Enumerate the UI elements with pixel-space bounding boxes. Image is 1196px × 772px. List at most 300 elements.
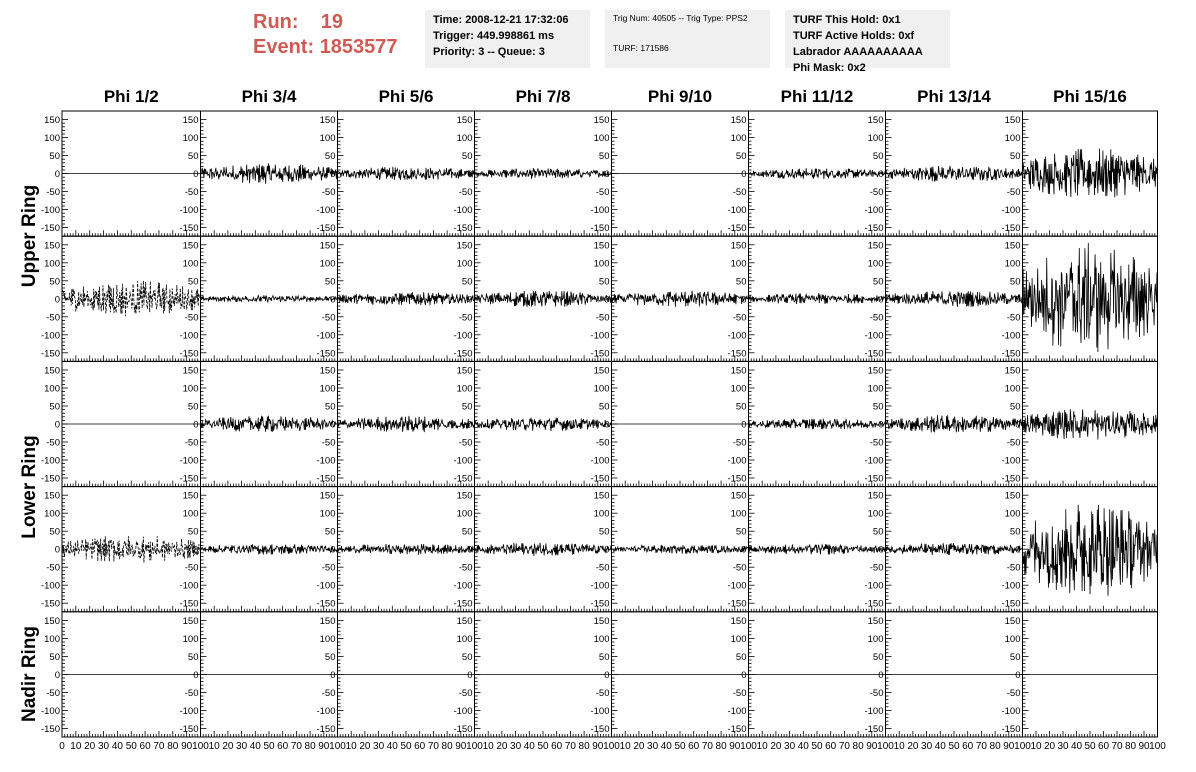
y-tick-label: -100 <box>727 580 747 592</box>
waveform-trace <box>475 418 612 431</box>
y-tick-label: -150 <box>1001 473 1021 485</box>
y-tick-label: -150 <box>590 223 610 235</box>
y-tick-label: 100 <box>867 133 884 145</box>
x-tick-label: 30 <box>510 741 522 752</box>
x-tick-label: 30 <box>647 741 659 752</box>
x-tick-label: 50 <box>400 741 412 752</box>
y-tick-label: -150 <box>453 473 473 485</box>
x-tick-label: 40 <box>111 741 123 752</box>
y-tick-label: -50 <box>1006 187 1021 199</box>
y-tick-label: 150 <box>867 490 884 502</box>
panel-r4-c7 <box>864 487 1022 612</box>
x-tick-label: 50 <box>1084 741 1096 752</box>
y-tick-label: -100 <box>590 455 610 467</box>
y-tick-label: 100 <box>593 633 610 645</box>
y-tick-label: 50 <box>324 151 336 163</box>
y-tick-label: -100 <box>1001 580 1021 592</box>
y-tick-label: -50 <box>184 187 199 199</box>
x-tick-label: 50 <box>948 741 960 752</box>
y-tick-label: 150 <box>730 365 747 377</box>
y-tick-label: -150 <box>727 473 747 485</box>
x-tick-label: 30 <box>784 741 796 752</box>
waveform-trace <box>749 419 886 430</box>
y-tick-label: -100 <box>453 580 473 592</box>
y-tick-label: 150 <box>319 365 336 377</box>
y-tick-label: 50 <box>49 651 60 663</box>
y-tick-label: 0 <box>467 294 473 306</box>
panel-r1-c2 <box>179 111 337 236</box>
y-tick-label: 100 <box>1004 133 1021 145</box>
y-tick-label: 100 <box>1004 633 1021 645</box>
x-tick-label: 20 <box>770 741 782 752</box>
panel-r1-c3 <box>316 111 474 236</box>
y-tick-label: -100 <box>864 205 884 217</box>
x-tick-label: 10 <box>893 741 905 752</box>
y-tick-label: 0 <box>467 544 473 556</box>
y-tick-label: -100 <box>316 455 336 467</box>
y-tick-label: -50 <box>869 437 884 449</box>
y-tick-label: 0 <box>193 544 199 556</box>
panel-r1-c8 <box>1001 111 1157 236</box>
y-tick-label: -150 <box>453 598 473 610</box>
phi-label-2: Phi 3/4 <box>241 87 297 106</box>
y-tick-label: 0 <box>878 544 884 556</box>
panel-r4-c8 <box>1001 487 1157 612</box>
y-tick-label: 150 <box>182 115 199 127</box>
x-tick-label: 90 <box>866 741 878 752</box>
y-tick-label: -100 <box>590 705 610 717</box>
y-tick-label: 100 <box>44 133 60 145</box>
y-tick-label: 150 <box>730 240 747 252</box>
x-tick-label: 80 <box>852 741 864 752</box>
y-tick-label: 50 <box>187 526 199 538</box>
x-tick-label: 20 <box>359 741 371 752</box>
y-tick-label: 150 <box>456 240 473 252</box>
x-tick-label: 100 <box>877 741 894 752</box>
y-tick-label: -150 <box>1001 223 1021 235</box>
x-tick-label: 20 <box>222 741 234 752</box>
y-tick-label: 0 <box>604 669 610 681</box>
panel-r4-c5 <box>590 487 748 612</box>
phi-label-3: Phi 5/6 <box>378 87 434 106</box>
panel-r3-c7 <box>864 361 1022 486</box>
y-tick-label: -50 <box>732 187 747 199</box>
x-tick-label: 50 <box>263 741 275 752</box>
y-tick-label: 150 <box>456 115 473 127</box>
y-tick-label: -150 <box>453 223 473 235</box>
y-tick-label: 0 <box>741 419 747 431</box>
y-tick-label: -50 <box>321 187 336 199</box>
y-tick-label: -150 <box>453 723 473 735</box>
x-tick-label: 50 <box>811 741 823 752</box>
panel-r1-c5 <box>590 111 748 236</box>
x-tick-label: 70 <box>290 741 302 752</box>
phi-label-7: Phi 13/14 <box>917 87 991 106</box>
y-tick-label: 100 <box>182 508 199 520</box>
event-label: Event: <box>253 36 315 58</box>
phi-label-5: Phi 9/10 <box>647 87 713 106</box>
y-tick-label: -150 <box>727 723 747 735</box>
y-tick-label: 150 <box>867 240 884 252</box>
y-tick-label: 100 <box>456 258 473 270</box>
waveform-trace <box>749 544 886 554</box>
y-tick-label: 100 <box>1004 508 1021 520</box>
y-tick-label: -50 <box>321 312 336 324</box>
x-tick-label: 30 <box>236 741 248 752</box>
x-tick-label: 40 <box>386 741 398 752</box>
waveform-trace <box>475 291 612 307</box>
labrador-line: Labrador AAAAAAAAAA <box>793 46 923 58</box>
panel-r2-c3 <box>316 236 474 361</box>
y-tick-label: 0 <box>193 669 199 681</box>
priority-line: Priority: 3 -- Queue: 3 <box>433 46 545 58</box>
phi-label-1: Phi 1/2 <box>103 87 159 106</box>
y-tick-label: 150 <box>1004 615 1021 627</box>
x-tick-label: 10 <box>70 741 82 752</box>
active-holds-line: TURF Active Holds: 0xf <box>793 30 915 42</box>
y-tick-label: -100 <box>40 205 60 217</box>
y-tick-label: -50 <box>46 562 60 574</box>
waveform-trace <box>201 295 338 302</box>
y-tick-label: 0 <box>878 294 884 306</box>
y-tick-label: -50 <box>595 187 610 199</box>
panel-r3-c5 <box>590 361 748 486</box>
x-tick-label: 10 <box>756 741 768 752</box>
phi-label-6: Phi 11/12 <box>780 87 854 106</box>
waveform-trace <box>1023 149 1158 198</box>
y-tick-label: -50 <box>184 437 199 449</box>
y-tick-label: -100 <box>453 705 473 717</box>
panel-r1-c7 <box>864 111 1022 236</box>
x-tick-label: 70 <box>975 741 987 752</box>
y-tick-label: 0 <box>330 669 336 681</box>
waveform-trace <box>201 544 338 554</box>
phi-mask-line: Phi Mask: 0x2 <box>793 62 866 74</box>
waveform-trace <box>338 167 475 180</box>
y-tick-label: -150 <box>40 723 60 735</box>
y-tick-label: -50 <box>1006 437 1021 449</box>
y-tick-label: 100 <box>44 508 60 520</box>
y-tick-label: -50 <box>46 437 60 449</box>
y-tick-label: 50 <box>1009 401 1021 413</box>
y-tick-label: 150 <box>730 490 747 502</box>
y-tick-label: 100 <box>319 133 336 145</box>
y-tick-label: -150 <box>727 348 747 360</box>
y-tick-label: -150 <box>590 473 610 485</box>
y-tick-label: 0 <box>54 544 60 556</box>
x-tick-label: 90 <box>1003 741 1015 752</box>
phi-label-4: Phi 7/8 <box>515 87 571 106</box>
waveform-trace <box>338 416 475 432</box>
y-tick-label: 150 <box>1004 490 1021 502</box>
y-tick-label: -100 <box>316 580 336 592</box>
y-tick-label: -100 <box>179 580 199 592</box>
y-tick-label: 0 <box>54 419 60 431</box>
y-tick-label: -150 <box>179 348 199 360</box>
y-tick-label: 100 <box>456 133 473 145</box>
y-tick-label: -50 <box>732 562 747 574</box>
waveform-trace <box>475 543 612 556</box>
y-tick-label: -150 <box>727 598 747 610</box>
y-tick-label: -150 <box>864 598 884 610</box>
y-tick-label: 0 <box>467 669 473 681</box>
y-tick-label: 0 <box>1015 419 1021 431</box>
y-tick-label: 50 <box>598 276 610 288</box>
x-tick-label: 100 <box>1149 741 1166 752</box>
y-tick-label: 0 <box>878 169 884 181</box>
y-tick-label: 100 <box>867 258 884 270</box>
y-tick-label: 50 <box>324 526 336 538</box>
y-tick-label: 50 <box>187 651 199 663</box>
y-tick-label: -50 <box>458 187 473 199</box>
x-tick-label: 20 <box>496 741 508 752</box>
x-tick-label: 100 <box>192 741 209 752</box>
y-tick-label: -100 <box>40 705 60 717</box>
waveform-trace <box>1023 409 1158 439</box>
y-tick-label: 0 <box>604 544 610 556</box>
y-tick-label: 150 <box>44 490 60 502</box>
y-tick-label: 150 <box>319 615 336 627</box>
y-tick-label: -50 <box>869 187 884 199</box>
y-tick-label: 150 <box>319 115 336 127</box>
y-tick-label: -50 <box>732 687 747 699</box>
y-tick-label: -100 <box>727 330 747 342</box>
y-tick-label: 50 <box>872 651 884 663</box>
y-tick-label: -50 <box>184 562 199 574</box>
y-tick-label: -150 <box>316 723 336 735</box>
y-tick-label: 150 <box>182 365 199 377</box>
y-tick-label: 50 <box>1009 276 1021 288</box>
waveform-trace <box>886 543 1023 555</box>
y-tick-label: -100 <box>727 705 747 717</box>
x-tick-label: 90 <box>318 741 330 752</box>
y-tick-label: 150 <box>319 490 336 502</box>
x-tick-label: 60 <box>414 741 426 752</box>
y-tick-label: -50 <box>458 562 473 574</box>
x-tick-label: 60 <box>825 741 837 752</box>
y-tick-label: 0 <box>193 169 199 181</box>
y-tick-label: 150 <box>593 365 610 377</box>
y-tick-label: 50 <box>598 526 610 538</box>
y-tick-label: 100 <box>593 133 610 145</box>
y-tick-label: 150 <box>456 490 473 502</box>
y-tick-label: 0 <box>1015 669 1021 681</box>
waveform-trace <box>62 281 201 317</box>
y-tick-label: -150 <box>316 348 336 360</box>
y-tick-label: 50 <box>461 526 473 538</box>
y-tick-label: -100 <box>727 455 747 467</box>
y-tick-label: 100 <box>182 133 199 145</box>
run-label: Run: <box>253 11 299 33</box>
x-tick-label: 30 <box>921 741 933 752</box>
y-tick-label: -50 <box>595 312 610 324</box>
x-tick-label: 100 <box>1014 741 1031 752</box>
y-tick-label: -100 <box>1001 205 1021 217</box>
y-tick-label: -150 <box>590 723 610 735</box>
x-tick-label: 40 <box>1070 741 1083 752</box>
x-tick-label: 80 <box>715 741 727 752</box>
y-tick-label: 100 <box>730 133 747 145</box>
x-tick-label: 80 <box>578 741 590 752</box>
y-tick-label: -150 <box>453 348 473 360</box>
y-tick-label: 150 <box>1004 240 1021 252</box>
waveform-trace <box>338 544 475 555</box>
y-tick-label: -150 <box>727 223 747 235</box>
y-tick-label: -150 <box>179 723 199 735</box>
x-tick-label: 70 <box>838 741 850 752</box>
y-tick-label: -100 <box>179 705 199 717</box>
y-tick-label: 0 <box>604 169 610 181</box>
x-tick-label: 40 <box>249 741 261 752</box>
y-tick-label: 150 <box>1004 365 1021 377</box>
x-tick-label: 80 <box>167 741 179 752</box>
y-tick-label: -50 <box>595 687 610 699</box>
x-tick-label: 60 <box>962 741 974 752</box>
x-tick-label: 0 <box>59 741 65 752</box>
panel-r2-c8 <box>1001 236 1157 361</box>
x-tick-label: 10 <box>1030 741 1042 752</box>
y-tick-label: 50 <box>1009 651 1021 663</box>
panel-r4-c4 <box>453 487 611 612</box>
y-tick-label: 150 <box>182 615 199 627</box>
x-tick-label: 70 <box>427 741 439 752</box>
y-tick-label: 50 <box>49 151 60 163</box>
y-tick-label: -150 <box>864 348 884 360</box>
panel-r4-c3 <box>316 487 474 612</box>
y-tick-label: 50 <box>735 651 747 663</box>
x-tick-label: 90 <box>592 741 604 752</box>
y-tick-label: -100 <box>453 455 473 467</box>
y-tick-label: -50 <box>1006 687 1021 699</box>
y-tick-label: -100 <box>179 455 199 467</box>
x-tick-label: 100 <box>740 741 757 752</box>
y-tick-label: 150 <box>867 365 884 377</box>
y-tick-label: -50 <box>458 312 473 324</box>
y-tick-label: -50 <box>1006 562 1021 574</box>
y-tick-label: 0 <box>54 294 60 306</box>
y-tick-label: 150 <box>593 615 610 627</box>
y-tick-label: 100 <box>1004 383 1021 395</box>
y-tick-label: -100 <box>316 205 336 217</box>
y-tick-label: -150 <box>316 473 336 485</box>
y-tick-label: -50 <box>46 187 60 199</box>
ring-label-1: Upper Ring <box>19 184 40 288</box>
x-tick-label: 90 <box>729 741 741 752</box>
y-tick-label: 150 <box>730 615 747 627</box>
waveform-trace <box>201 416 338 432</box>
y-tick-label: 150 <box>319 240 336 252</box>
y-tick-label: -50 <box>595 437 610 449</box>
y-tick-label: -100 <box>453 330 473 342</box>
y-tick-label: 100 <box>319 508 336 520</box>
x-tick-label: 100 <box>329 741 346 752</box>
y-tick-label: 0 <box>330 544 336 556</box>
x-tick-label: 50 <box>674 741 686 752</box>
y-tick-label: 50 <box>872 401 884 413</box>
y-tick-label: 50 <box>1009 526 1021 538</box>
y-tick-label: -100 <box>316 330 336 342</box>
y-tick-label: 100 <box>456 508 473 520</box>
y-tick-label: 50 <box>735 151 747 163</box>
y-tick-label: -50 <box>732 437 747 449</box>
y-tick-label: -100 <box>453 205 473 217</box>
y-tick-label: 50 <box>735 526 747 538</box>
x-tick-label: 50 <box>537 741 549 752</box>
x-tick-label: 70 <box>153 741 165 752</box>
ring-label-3: Nadir Ring <box>19 626 40 723</box>
y-tick-label: 50 <box>598 651 610 663</box>
y-tick-label: 0 <box>741 294 747 306</box>
y-tick-label: -100 <box>1001 455 1021 467</box>
y-tick-label: 100 <box>593 383 610 395</box>
panel-r4-c6 <box>727 487 885 612</box>
y-tick-label: -150 <box>1001 348 1021 360</box>
y-tick-label: 50 <box>1009 151 1021 163</box>
panel-r1-c6 <box>727 111 885 236</box>
y-tick-label: 100 <box>867 508 884 520</box>
x-tick-label: 90 <box>181 741 193 752</box>
hold-line: TURF This Hold: 0x1 <box>793 14 901 26</box>
y-tick-label: 150 <box>44 365 60 377</box>
y-tick-label: -50 <box>458 437 473 449</box>
x-tick-label: 30 <box>97 741 110 752</box>
waveform-trace <box>201 163 338 183</box>
y-tick-label: 0 <box>193 294 199 306</box>
x-tick-label: 30 <box>1057 741 1069 752</box>
y-tick-label: -50 <box>321 562 336 574</box>
y-tick-label: 150 <box>593 240 610 252</box>
y-tick-label: -150 <box>864 723 884 735</box>
y-tick-label: 50 <box>324 401 336 413</box>
y-tick-label: 100 <box>1004 258 1021 270</box>
x-tick-label: 90 <box>455 741 467 752</box>
y-tick-label: -100 <box>40 330 60 342</box>
y-tick-label: 150 <box>44 115 60 127</box>
x-tick-label: 100 <box>466 741 483 752</box>
y-tick-label: -50 <box>732 312 747 324</box>
y-tick-label: -150 <box>316 598 336 610</box>
waveform-trace <box>475 168 612 179</box>
x-tick-label: 70 <box>1111 741 1123 752</box>
y-tick-label: 100 <box>730 383 747 395</box>
y-tick-label: 0 <box>741 544 747 556</box>
y-tick-label: -50 <box>46 687 60 699</box>
y-tick-label: 100 <box>44 383 60 395</box>
y-tick-label: 50 <box>49 526 60 538</box>
y-tick-label: -50 <box>595 562 610 574</box>
trigger-line: Trigger: 449.998861 ms <box>433 30 555 42</box>
x-tick-label: 40 <box>797 741 809 752</box>
y-tick-label: -100 <box>40 580 60 592</box>
y-tick-label: 0 <box>1015 544 1021 556</box>
panel-r3-c8 <box>1001 361 1157 486</box>
x-tick-label: 60 <box>688 741 700 752</box>
y-tick-label: 100 <box>319 633 336 645</box>
waveform-trace <box>749 293 886 304</box>
waveform-trace <box>1023 243 1158 352</box>
y-tick-label: -150 <box>590 598 610 610</box>
x-tick-label: 60 <box>139 741 151 752</box>
y-tick-label: 100 <box>730 258 747 270</box>
y-tick-label: 150 <box>182 240 199 252</box>
y-tick-label: 150 <box>44 615 60 627</box>
y-tick-label: 0 <box>330 169 336 181</box>
y-tick-label: -50 <box>458 687 473 699</box>
y-tick-label: 100 <box>867 383 884 395</box>
y-tick-label: -100 <box>590 205 610 217</box>
panel-r2-c2 <box>179 236 337 361</box>
y-tick-label: 0 <box>1015 294 1021 306</box>
